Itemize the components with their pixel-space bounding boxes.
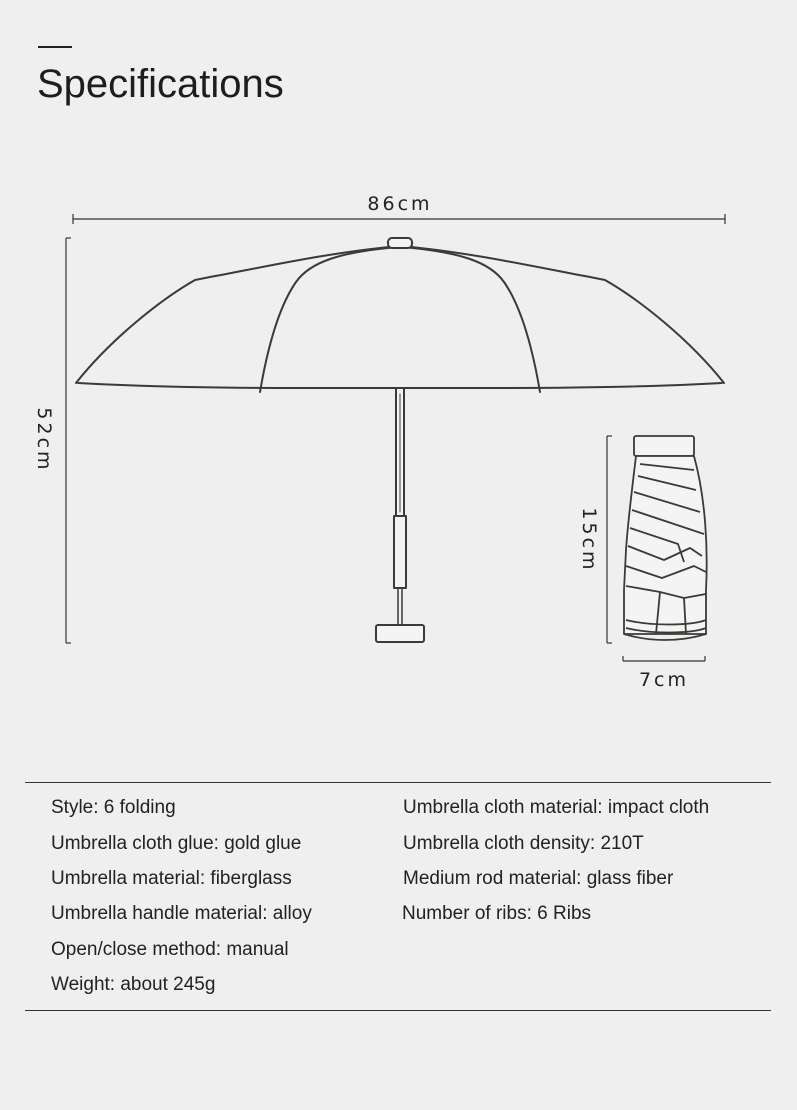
spec-item: Number of ribs: 6 Ribs	[402, 903, 592, 924]
spec-item: Weight: about 245g	[51, 974, 216, 995]
specs-bottom-divider	[25, 1010, 771, 1011]
folded-length-dimension	[607, 436, 612, 643]
folded-length-label: 15cm	[578, 507, 600, 573]
specs-list	[0, 783, 797, 1009]
page-title: Specifications	[37, 62, 284, 106]
open-width-label: 86cm	[367, 193, 433, 215]
spec-item: Medium rod material: glass fiber	[403, 868, 674, 889]
folded-width-label: 7cm	[638, 669, 690, 691]
folded-umbrella-icon	[624, 436, 707, 640]
open-height-label: 52cm	[33, 407, 55, 473]
spec-item: Umbrella handle material: alloy	[51, 903, 312, 924]
spec-item: Umbrella cloth glue: gold glue	[51, 833, 302, 854]
spec-item: Umbrella material: fiberglass	[51, 868, 292, 889]
spec-item: Style: 6 folding	[51, 797, 176, 818]
open-width-dimension	[73, 214, 725, 224]
spec-item: Umbrella cloth density: 210T	[403, 833, 644, 854]
open-height-dimension	[66, 238, 71, 643]
spec-item: Open/close method: manual	[51, 939, 289, 960]
folded-width-dimension	[623, 656, 705, 661]
spec-item: Umbrella cloth material: impact cloth	[403, 797, 710, 818]
